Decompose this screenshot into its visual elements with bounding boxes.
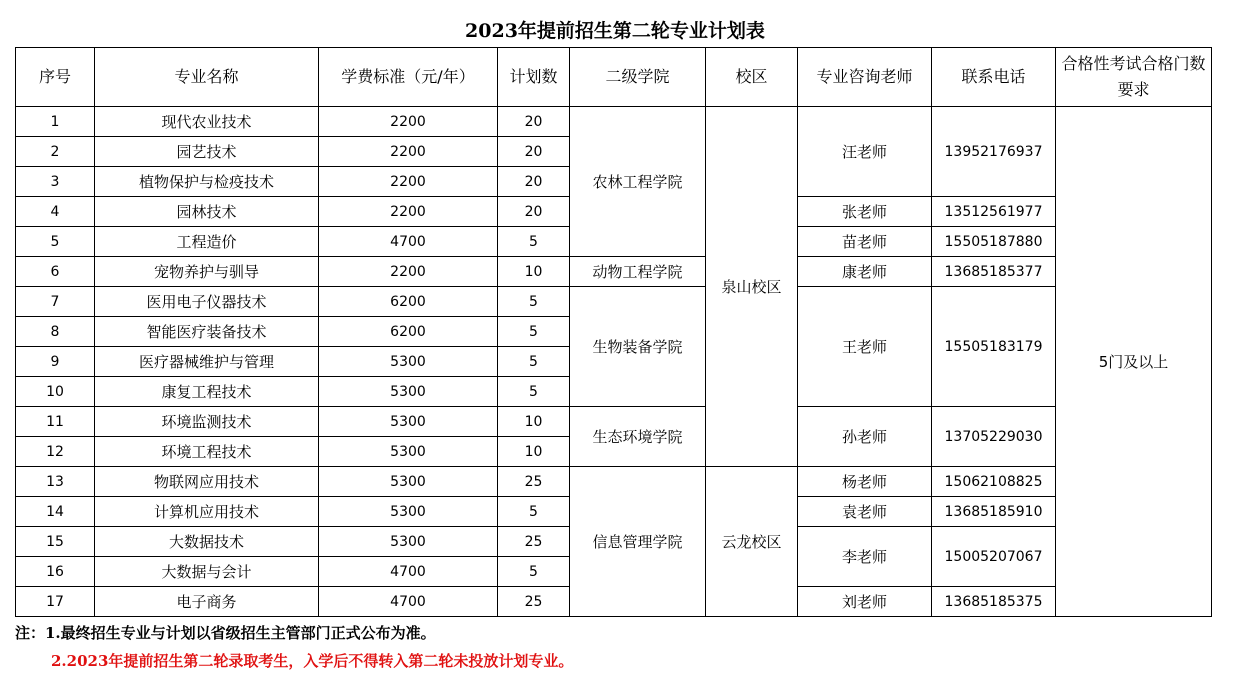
header-no: 序号 — [16, 48, 95, 107]
cell-campus: 泉山校区 — [706, 107, 798, 467]
cell-fee: 4700 — [319, 557, 498, 587]
cell-major: 医疗器械维护与管理 — [95, 347, 319, 377]
cell-major: 环境监测技术 — [95, 407, 319, 437]
cell-plan: 5 — [498, 347, 570, 377]
cell-plan: 10 — [498, 407, 570, 437]
header-plan: 计划数 — [498, 48, 570, 107]
cell-plan: 5 — [498, 557, 570, 587]
cell-phone: 13512561977 — [932, 197, 1056, 227]
cell-fee: 2200 — [319, 137, 498, 167]
cell-no: 10 — [16, 377, 95, 407]
cell-plan: 5 — [498, 377, 570, 407]
cell-fee: 2200 — [319, 257, 498, 287]
cell-teacher: 张老师 — [798, 197, 932, 227]
header-row — [16, 48, 1212, 107]
table-row — [16, 407, 1212, 437]
cell-major: 宠物养护与驯导 — [95, 257, 319, 287]
cell-phone: 15505187880 — [932, 227, 1056, 257]
cell-fee: 5300 — [319, 497, 498, 527]
cell-no: 6 — [16, 257, 95, 287]
page-title: 2023年提前招生第二轮专业计划表 — [465, 20, 765, 42]
cell-plan: 5 — [498, 287, 570, 317]
cell-plan: 25 — [498, 587, 570, 617]
cell-no: 14 — [16, 497, 95, 527]
cell-phone: 13685185910 — [932, 497, 1056, 527]
cell-teacher: 李老师 — [798, 527, 932, 587]
cell-no: 2 — [16, 137, 95, 167]
cell-plan: 10 — [498, 437, 570, 467]
cell-plan: 20 — [498, 137, 570, 167]
cell-major: 电子商务 — [95, 587, 319, 617]
cell-teacher: 杨老师 — [798, 467, 932, 497]
cell-plan: 5 — [498, 317, 570, 347]
cell-college: 生物装备学院 — [570, 287, 706, 407]
cell-no: 12 — [16, 437, 95, 467]
cell-major: 环境工程技术 — [95, 437, 319, 467]
cell-major: 园艺技术 — [95, 137, 319, 167]
cell-fee: 2200 — [319, 197, 498, 227]
cell-fee: 5300 — [319, 347, 498, 377]
cell-fee: 4700 — [319, 227, 498, 257]
cell-fee: 5300 — [319, 437, 498, 467]
cell-teacher: 汪老师 — [798, 107, 932, 197]
cell-fee: 2200 — [319, 107, 498, 137]
cell-fee: 4700 — [319, 587, 498, 617]
cell-campus: 云龙校区 — [706, 467, 798, 617]
cell-teacher: 刘老师 — [798, 587, 932, 617]
cell-major: 计算机应用技术 — [95, 497, 319, 527]
cell-no: 4 — [16, 197, 95, 227]
cell-major: 物联网应用技术 — [95, 467, 319, 497]
table-row — [16, 467, 1212, 497]
cell-no: 7 — [16, 287, 95, 317]
cell-major: 现代农业技术 — [95, 107, 319, 137]
header-college: 二级学院 — [570, 48, 706, 107]
header-campus: 校区 — [706, 48, 798, 107]
note-line-2: 2.2023年提前招生第二轮录取考生，入学后不得转入第二轮未投放计划专业。 — [51, 652, 574, 670]
cell-no: 1 — [16, 107, 95, 137]
cell-fee: 5300 — [319, 527, 498, 557]
header-teacher: 专业咨询老师 — [798, 48, 932, 107]
cell-no: 5 — [16, 227, 95, 257]
cell-no: 9 — [16, 347, 95, 377]
cell-phone: 15062108825 — [932, 467, 1056, 497]
cell-major: 工程造价 — [95, 227, 319, 257]
cell-phone: 13705229030 — [932, 407, 1056, 467]
cell-major: 大数据与会计 — [95, 557, 319, 587]
cell-major: 康复工程技术 — [95, 377, 319, 407]
cell-major: 智能医疗装备技术 — [95, 317, 319, 347]
cell-major: 植物保护与检疫技术 — [95, 167, 319, 197]
header-phone: 联系电话 — [932, 48, 1056, 107]
cell-teacher: 王老师 — [798, 287, 932, 407]
table-row — [16, 107, 1212, 137]
cell-phone: 15505183179 — [932, 287, 1056, 407]
cell-plan: 25 — [498, 527, 570, 557]
cell-phone: 13685185375 — [932, 587, 1056, 617]
cell-no: 15 — [16, 527, 95, 557]
cell-fee: 5300 — [319, 377, 498, 407]
cell-no: 16 — [16, 557, 95, 587]
cell-no: 3 — [16, 167, 95, 197]
cell-fee: 5300 — [319, 407, 498, 437]
cell-plan: 5 — [498, 497, 570, 527]
note-line-1: 注：1.最终招生专业与计划以省级招生主管部门正式公布为准。 — [15, 624, 436, 642]
cell-fee: 2200 — [319, 167, 498, 197]
cell-major: 大数据技术 — [95, 527, 319, 557]
cell-fee: 5300 — [319, 467, 498, 497]
cell-plan: 20 — [498, 107, 570, 137]
cell-college: 生态环境学院 — [570, 407, 706, 467]
cell-plan: 25 — [498, 467, 570, 497]
cell-phone: 15005207067 — [932, 527, 1056, 587]
header-requirement: 合格性考试合格门数要求 — [1056, 48, 1212, 107]
cell-college: 动物工程学院 — [570, 257, 706, 287]
cell-requirement: 5门及以上 — [1056, 107, 1212, 617]
cell-plan: 20 — [498, 167, 570, 197]
cell-no: 8 — [16, 317, 95, 347]
cell-major: 园林技术 — [95, 197, 319, 227]
table-row — [16, 257, 1212, 287]
plan-table — [15, 47, 1212, 617]
cell-plan: 20 — [498, 197, 570, 227]
cell-phone: 13952176937 — [932, 107, 1056, 197]
cell-college: 农林工程学院 — [570, 107, 706, 257]
cell-fee: 6200 — [319, 287, 498, 317]
cell-major: 医用电子仪器技术 — [95, 287, 319, 317]
cell-teacher: 苗老师 — [798, 227, 932, 257]
cell-phone: 13685185377 — [932, 257, 1056, 287]
cell-teacher: 袁老师 — [798, 497, 932, 527]
cell-no: 11 — [16, 407, 95, 437]
cell-fee: 6200 — [319, 317, 498, 347]
cell-no: 13 — [16, 467, 95, 497]
header-major: 专业名称 — [95, 48, 319, 107]
table-row — [16, 287, 1212, 317]
cell-plan: 5 — [498, 227, 570, 257]
cell-no: 17 — [16, 587, 95, 617]
cell-teacher: 孙老师 — [798, 407, 932, 467]
cell-plan: 10 — [498, 257, 570, 287]
cell-teacher: 康老师 — [798, 257, 932, 287]
header-fee: 学费标准（元/年） — [319, 48, 498, 107]
cell-college: 信息管理学院 — [570, 467, 706, 617]
